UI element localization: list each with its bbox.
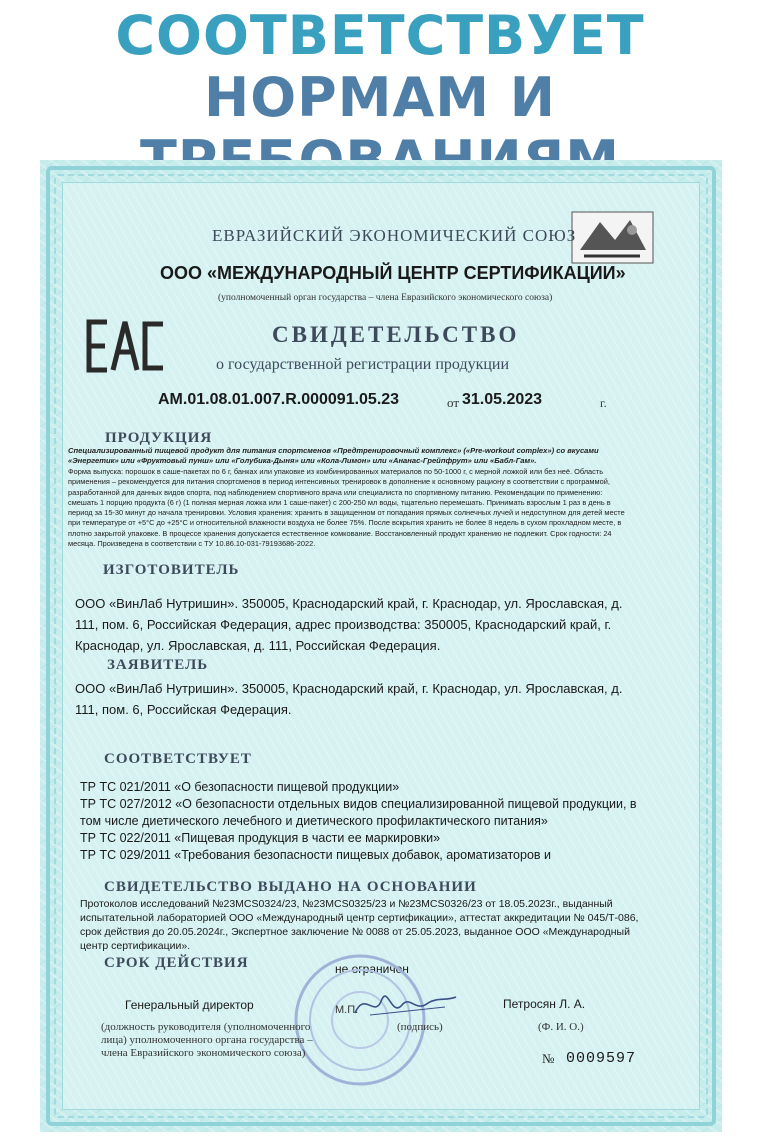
director-title: Генеральный директор xyxy=(125,998,254,1012)
certification-logo-icon xyxy=(570,210,655,265)
eac-mark-text: ЕАС xyxy=(85,318,88,319)
sign-caption-left: (должность руководителя (уполномоченного лица) уполномоченного органа государства – члена Евразийского экономического союза) xyxy=(101,1021,313,1059)
complies-text: ТР ТС 021/2011 «О безопасности пищевой продукции» ТР ТС 027/2012 «О безопасности отдельных видов специализированной пищевой продукции, в том числе диетического лечебного и диетического профилактического питания» ТР ТС 022/2011 «Пищевая продукция в части ее маркировки» ТР ТС 029/2011 «Требования безопасности пищевых добавок, ароматизаторов и xyxy=(80,780,637,862)
basis-text: Протоколов исследований №23MCS0324/23, №23MCS0325/23 и №23MCS0326/23 от 18.05.2023г., выданный испытательной лабораторией ООО «Международный центр сертификации», аттестат аккредитации № 045/Т-086, срок действия до 20.05.2024г., Экспертное заключение № 0088 от 25.05.2023, выданное ООО «Международный центр сертификации». xyxy=(80,898,639,952)
headline-line-1: СООТВЕТСТВУЕТ xyxy=(115,4,645,67)
org-note: (уполномоченный орган государства – члена Евразийского экономического союза) xyxy=(218,293,553,303)
product-name: Специализированный пищевой продукт для питания спортсменов «Предтренировочный комплекс» («Pre-workout complex») со вкусами «Энергетик» или «Фруктовый пунш» или «Голубика-Дыня» или «Кола-Лимон» или «Ананас-Грейпфрут» или «Бабл-Гам». xyxy=(68,446,599,466)
eac-mark-icon xyxy=(85,318,167,374)
manufacturer-text: ООО «ВинЛаб Нутришин». 350005, Краснодарский край, г. Краснодар, ул. Ярославская, д. 111, пом. 6, Российская Федерация, адрес производства: 350005, Краснодарский край, г. Краснодар, ул. Ярославская, д. 111, Российская Федерация. xyxy=(75,596,623,653)
sign-caption-mid: (подпись) xyxy=(397,1021,443,1033)
certificate-subtitle: о государственной регистрации продукции xyxy=(216,356,510,373)
product-details: Форма выпуска: порошок в саше-пакетах по 6 г, банках или упаковке из комбинированных материалов по 50-1000 г, с мерной ложкой или без неё. Область применения – рекомендуется для питания спортсменов в период интенсивных тренировок в дополнение к основному рациону в соответствии с программой, разработанной для данных видов спорта, под наблюдением спортивного врача или специалиста по спортивному питанию. Рекомендации по применению: смешать 1 порцию продукта (6 г) (1 полная мерная ложка или 1 саше-пакет) с 200-250 мл воды, тщательно перемешать. Принимать взрослым 1 раз в день в период за 15-30 минут до начала тренировки. Условия хранения: хранить в защищенном от попадания прямых солнечных лучей и недоступном для детей месте при температуре от +5°С до +25°С и относительной влажности воздуха не более 75%. После вскрытия хранить не более 8 недель в сухом прохладном месте, в плотно закрытой упаковке. В процессе хранения допускается естественное комкование. Восстановленный продукт хранению не подлежит. Срок годности: 24 месяца. Произведена в соответствии с ТУ 10.86.10-031-79193686-2022. xyxy=(68,467,625,549)
certificate-title: СВИДЕТЕЛЬСТВО xyxy=(272,322,520,347)
applicant-text: ООО «ВинЛаб Нутришин». 350005, Краснодарский край, г. Краснодар, ул. Ярославская, д. 111, пом. 6, Российская Федерация. xyxy=(75,681,623,717)
serial-number: 0009597 xyxy=(566,1050,637,1067)
validity-heading: СРОК ДЕЙСТВИЯ xyxy=(104,955,249,971)
product-heading: ПРОДУКЦИЯ xyxy=(105,430,213,446)
date-suffix: г. xyxy=(600,396,607,410)
date-prefix: от xyxy=(447,395,460,410)
certificate-number: AM.01.08.01.007.R.000091.05.23 xyxy=(158,391,400,408)
certificate-date: 31.05.2023 xyxy=(462,391,543,408)
mp-label: М.П. xyxy=(335,1004,359,1016)
basis-heading: СВИДЕТЕЛЬСТВО ВЫДАНО НА ОСНОВАНИИ xyxy=(104,879,477,895)
org-name: ООО «МЕЖДУНАРОДНЫЙ ЦЕНТР СЕРТИФИКАЦИИ» xyxy=(160,263,626,283)
serial-prefix: № xyxy=(542,1051,555,1066)
complies-heading: СООТВЕТСТВУЕТ xyxy=(104,751,252,767)
applicant-heading: ЗАЯВИТЕЛЬ xyxy=(107,657,209,673)
director-name: Петросян Л. А. xyxy=(503,997,586,1011)
manufacturer-heading: ИЗГОТОВИТЕЛЬ xyxy=(103,562,240,578)
validity-value: не ограничен xyxy=(335,962,409,976)
headline-line-2: НОРМАМ И xyxy=(204,66,556,129)
union-name: ЕВРАЗИЙСКИЙ ЭКОНОМИЧЕСКИЙ СОЮЗ xyxy=(212,226,577,245)
sign-caption-right: (Ф. И. О.) xyxy=(538,1021,584,1033)
signature-icon xyxy=(350,985,460,1025)
